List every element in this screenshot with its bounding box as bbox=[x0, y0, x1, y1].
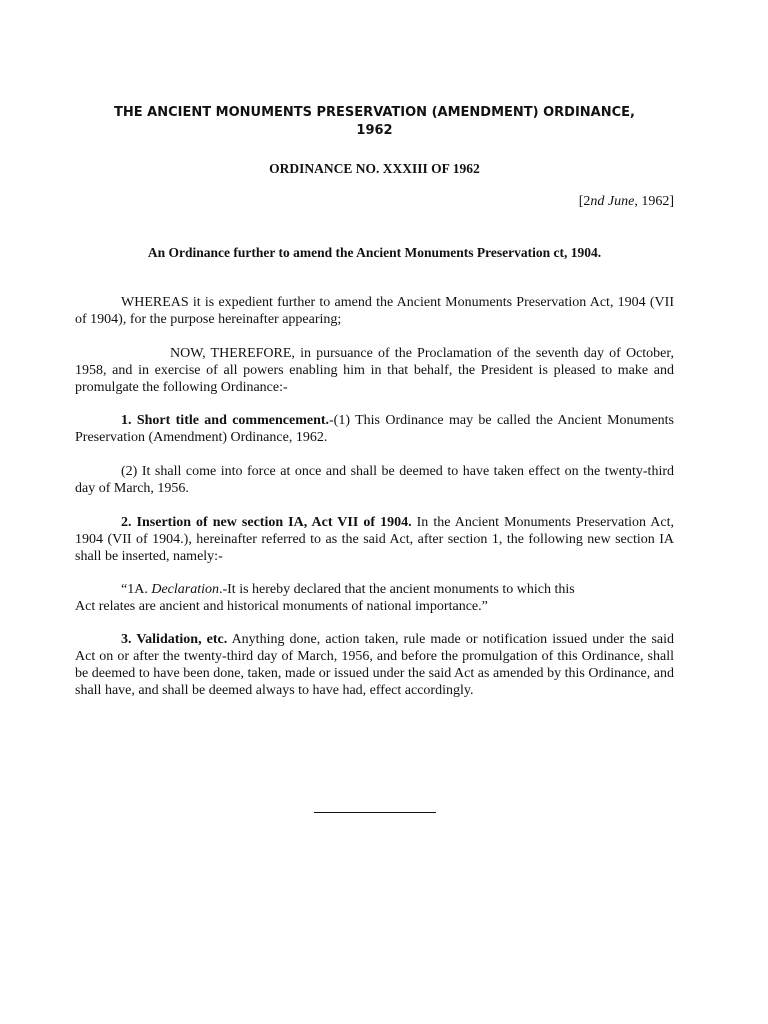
document-page bbox=[75, 0, 674, 1024]
date-close: , 1962] bbox=[634, 194, 674, 209]
end-divider bbox=[314, 812, 436, 813]
declaration-line-2: Act relates are ancient and historical monuments of national importance.” bbox=[75, 599, 488, 614]
section-3-heading: 3. Validation, etc. bbox=[121, 632, 228, 647]
section-2-heading: 2. Insertion of new section IA, Act VII of 1904. bbox=[121, 515, 412, 530]
section-1a-declaration bbox=[75, 581, 674, 615]
section-3-paragraph bbox=[75, 631, 674, 699]
ordinance-number: ORDINANCE NO. XXXIII OF 1962 bbox=[269, 161, 480, 176]
section-1-paragraph bbox=[75, 412, 674, 446]
section-3-text: Anything done, action taken, rule made or notification issued under the said Act on or after the twenty-third day of March, 1956, and before the promulgation of this Ordinance, shall be deemed to have been done, taken, made or issued under the said Act as amended by this Ordinance, and shall have, and shall be deemed always to have had, effect accordingly. bbox=[75, 632, 674, 698]
preamble-whereas: WHEREAS it is expedient further to amend the Ancient Monuments Preservation Act, 1904 (VII of 1904), for the purpose hereinafter appearing; bbox=[75, 295, 674, 327]
declaration-open: “1A. bbox=[121, 582, 152, 597]
page-title-line-1: THE ANCIENT MONUMENTS PRESERVATION (AMENDMENT) ORDINANCE, bbox=[114, 105, 635, 120]
date-italic: nd June bbox=[590, 194, 635, 209]
declaration-italic: Declaration bbox=[151, 582, 219, 597]
section-2-text: In the Ancient Monuments Preservation Act, 1904 (VII of 1904.), hereinafter referred to as the said Act, after section 1, the following new section IA shall be inserted, namely:- bbox=[75, 515, 674, 564]
ordinance-date bbox=[579, 193, 674, 210]
section-2-paragraph bbox=[75, 514, 674, 565]
page-title-line-2: 1962 bbox=[356, 123, 393, 138]
section-1-heading: 1. Short title and commencement. bbox=[121, 413, 330, 428]
long-title: An Ordinance further to amend the Ancient Monuments Preservation ct, 1904. bbox=[147, 245, 602, 260]
preamble-now-therefore: NOW, THEREFORE, in pursuance of the Proclamation of the seventh day of October, 1958, and in exercise of all powers enabling him in that behalf, the President is pleased to make and promulgate the following Ordinance:- bbox=[75, 346, 674, 395]
section-1-text: -(1) This Ordinance may be called the Ancient Monuments Preservation (Amendment) Ordinance, 1962. bbox=[75, 413, 674, 445]
date-open: [2 bbox=[578, 194, 591, 209]
declaration-line-1 bbox=[75, 581, 674, 598]
section-1-subsection-2: (2) It shall come into force at once and shall be deemed to have taken effect on the twenty-third day of March, 1956. bbox=[75, 464, 674, 496]
page-title bbox=[75, 104, 674, 140]
declaration-text: .-It is hereby declared that the ancient monuments to which this bbox=[218, 582, 575, 597]
